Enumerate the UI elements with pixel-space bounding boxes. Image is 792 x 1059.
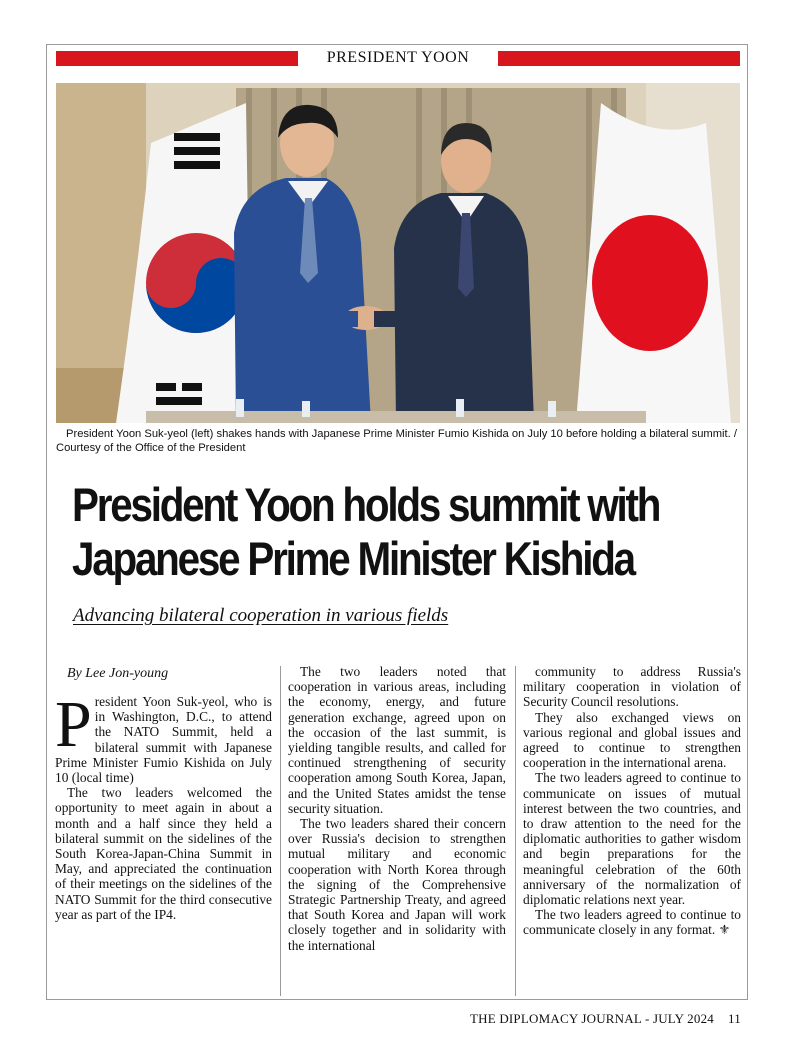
article-column-3 xyxy=(523,664,741,938)
paragraph xyxy=(55,688,272,786)
paragraph: They also exchanged views on various regional and global issues and agreed to continue to strengthen cooperation in the international arena. xyxy=(523,709,741,771)
subheadline: Advancing bilateral cooperation in various fields xyxy=(73,605,449,626)
end-mark-icon: ⚜ xyxy=(718,922,731,938)
headline-line-2: Japanese Prime Minister Kishida xyxy=(72,532,634,585)
article-column-2 xyxy=(288,664,506,953)
photo-caption: President Yoon Suk-yeol (left) shakes hands with Japanese Prime Minister Fumio Kishida on July 10 before holding a bilateral summit. / Courtesy of the Office of the President xyxy=(56,428,737,454)
paragraph-text: The two leaders agreed to continue to communicate closely in any format. xyxy=(523,907,741,938)
column-rule-1 xyxy=(280,666,281,996)
section-bar-right xyxy=(498,51,740,66)
summit-photo-illustration xyxy=(56,83,740,423)
paragraph: The two leaders agreed to continue to communicate on issues of mutual interest between the two countries, and to draw attention to the need for the diplomatic authorities to gather wisdom and begin preparations for the meaningful celebration of the 60th anniversary of the normalization of diplomatic relations next year. xyxy=(523,770,741,908)
paragraph-text: resident Yoon Suk-yeol, who is in Washington, D.C., to attend the NATO Summit, held a bilateral summit with Japanese Prime Minister Fumio Kishida on July 10 (local time) xyxy=(55,694,272,786)
paragraph xyxy=(523,907,741,937)
headline-line-1: President Yoon holds summit with xyxy=(72,478,660,531)
paragraph: The two leaders shared their concern over Russia's decision to strengthen mutual military and economic cooperation with North Korea through the signing of the Comprehensive Strategic Partnership Treaty, and agreed that South Korea and Japan will work closely together and in solidarity with the international xyxy=(288,816,506,953)
section-label: PRESIDENT YOON xyxy=(326,49,470,66)
publication-name: THE DIPLOMACY JOURNAL - JULY 2024 xyxy=(470,1011,714,1026)
article-column-1 xyxy=(55,664,272,922)
section-bar-left xyxy=(56,51,298,66)
byline: By Lee Jon-young xyxy=(67,666,169,681)
column-rule-2 xyxy=(515,666,516,996)
summit-photo xyxy=(56,83,740,423)
section-header xyxy=(56,47,740,69)
paragraph: The two leaders welcomed the opportunity to meet again in about a month and a half since they held a bilateral summit on the sidelines of the South Korea-Japan-China Summit in May, and appreciated the continuation of their meetings on the sidelines of the NATO Summit for the third consecutive year as part of the IP4. xyxy=(55,785,272,922)
page-footer xyxy=(470,1011,741,1027)
paragraph: The two leaders noted that cooperation in various areas, including the economy, energy, and future generation exchange, agreed upon on the occasion of the last summit, is yielding tangible results, and called for continued strengthening of security cooperation among South Korea, Japan, and the United States amidst the tense security situation. xyxy=(288,664,506,816)
paragraph: community to address Russia's military cooperation in violation of Security Council resolutions. xyxy=(523,664,741,710)
page-number: 11 xyxy=(727,1011,741,1026)
drop-cap: P xyxy=(55,688,92,761)
headline xyxy=(72,478,665,586)
